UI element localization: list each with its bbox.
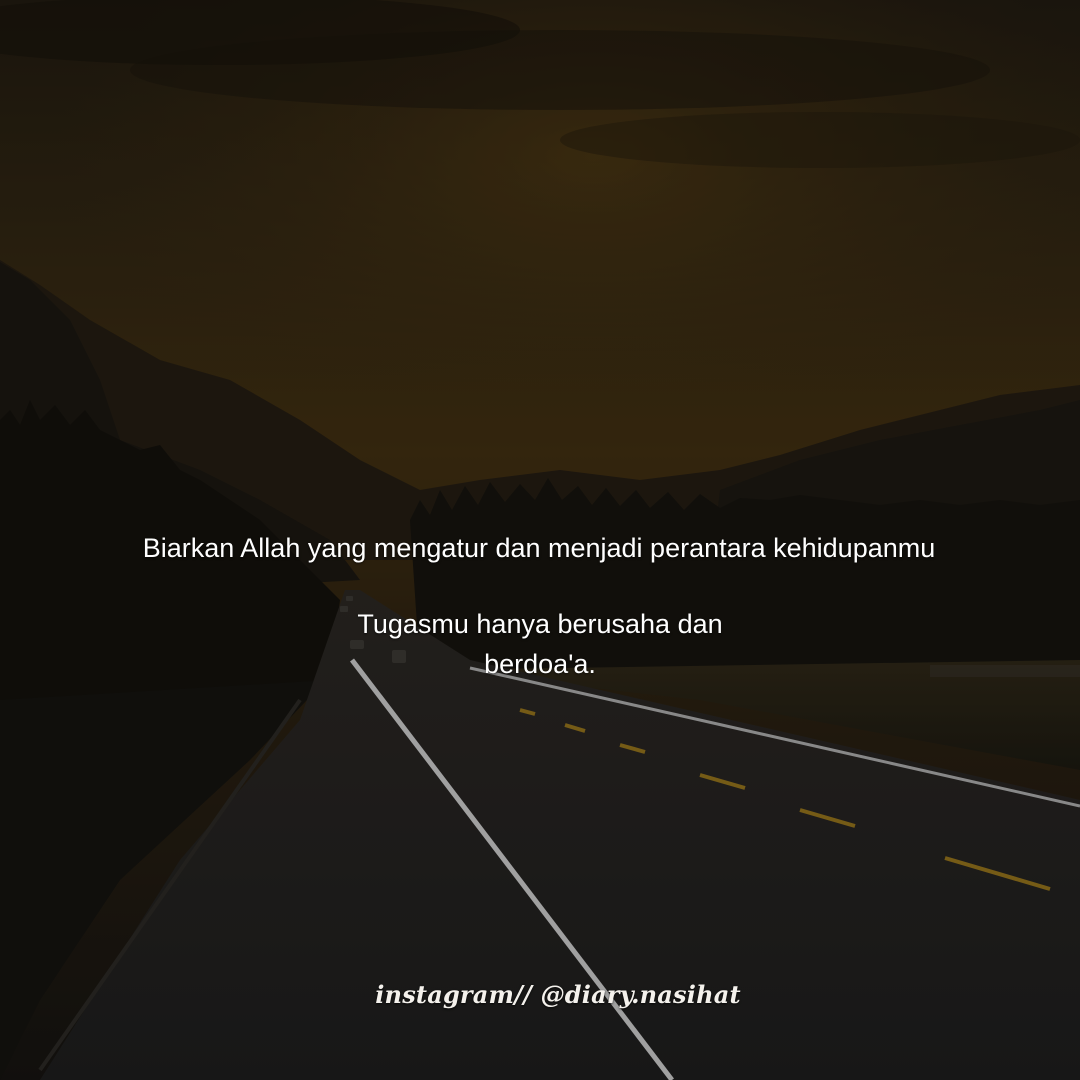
quote-line-1: Biarkan Allah yang mengatur dan menjadi perantara kehidupanmu — [142, 533, 936, 563]
instagram-watermark: instagram// @diary.nasihat — [375, 980, 741, 1009]
quote-line-2: Tugasmu hanya berusaha dan — [357, 609, 723, 639]
quote-line-3: berdoa'a. — [484, 649, 596, 679]
